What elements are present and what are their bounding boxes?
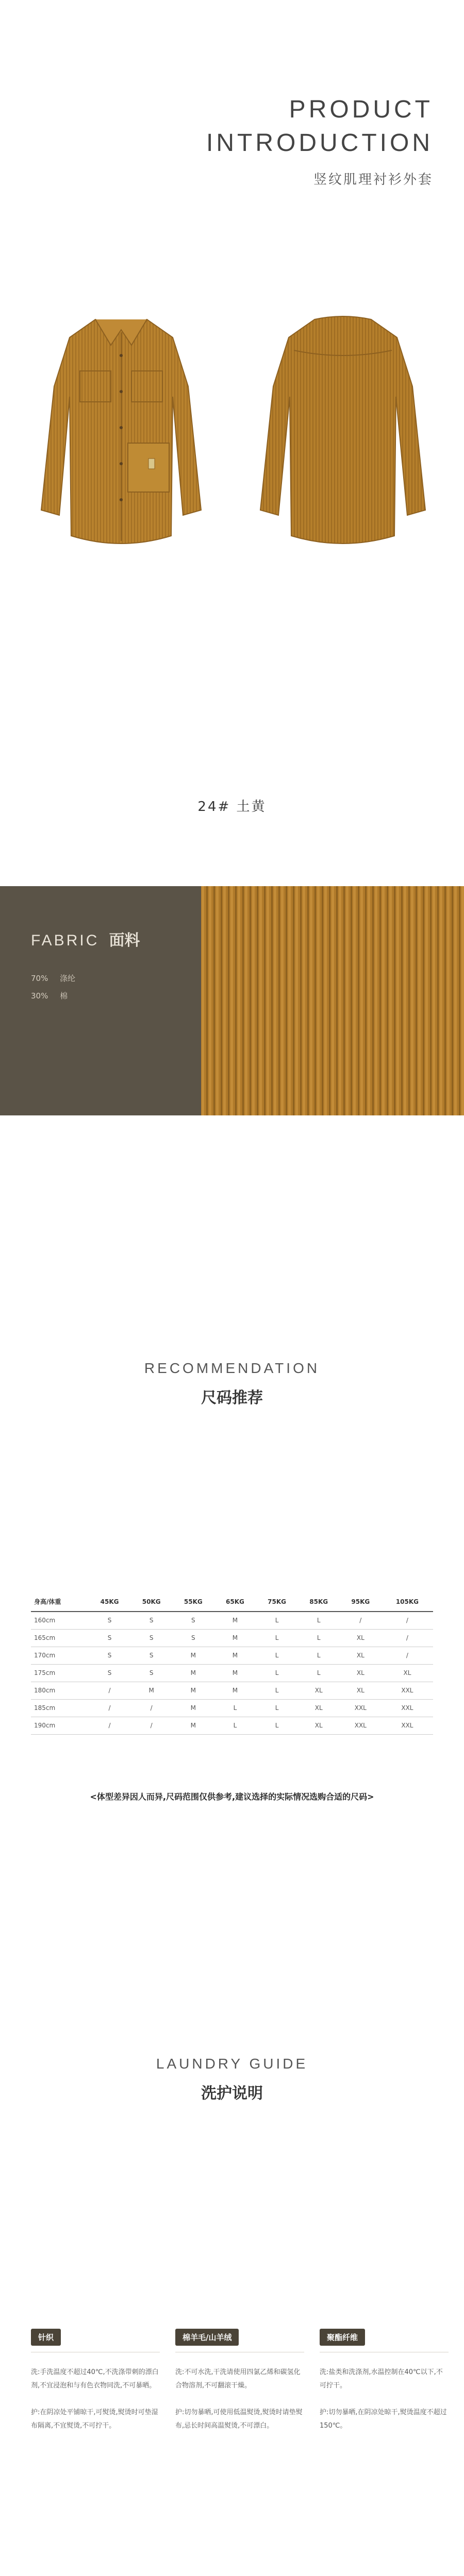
size-table-column-header: 105KG	[382, 1592, 433, 1612]
header	[0, 0, 464, 268]
recommendation-title-cn: 尺码推荐	[201, 1389, 263, 1407]
size-table-cell: L	[256, 1629, 298, 1647]
size-table-cell: 190cm	[31, 1717, 89, 1734]
size-table-cell: 170cm	[31, 1647, 89, 1664]
laundry-title-en: LAUNDRY GUIDE	[156, 2056, 308, 2072]
laundry-card	[175, 2329, 304, 2446]
size-note: <体型差异因人而异,尺码范围仅供参考,建议选择的实际情况选购合适的尺码>	[90, 1792, 374, 1802]
size-table-cell: /	[89, 1682, 130, 1699]
size-table-cell: M	[214, 1629, 256, 1647]
size-table-cell: XL	[298, 1699, 340, 1717]
size-table-cell: /	[382, 1629, 433, 1647]
laundry-card-text: 洗:不可水洗,干洗请使用四氯乙烯和碳氢化合物溶剂,不可翻滚干燥。	[175, 2368, 301, 2389]
size-table-cell: 175cm	[31, 1664, 89, 1682]
size-table-cell: 165cm	[31, 1629, 89, 1647]
size-table-cell: XXL	[382, 1682, 433, 1699]
size-table-cell: L	[298, 1612, 340, 1629]
size-table-cell: /	[382, 1647, 433, 1664]
title-line-1: PRODUCT	[289, 96, 433, 123]
size-table-cell: M	[172, 1647, 214, 1664]
color-label: 24# 土黄	[197, 799, 267, 815]
size-table-cell: 160cm	[31, 1612, 89, 1629]
size-table-cell: L	[298, 1629, 340, 1647]
fabric-section	[0, 886, 464, 1115]
laundry-card-text: 护:在阴凉处平铺晾干,可熨烫,熨烫时可垫湿布隔离,不宜熨烫,不可拧干。	[31, 2409, 158, 2430]
size-table-cell: S	[89, 1629, 130, 1647]
size-table-row	[31, 1664, 433, 1682]
size-table-row	[31, 1629, 433, 1647]
laundry-title-cn: 洗护说明	[201, 2084, 263, 2103]
shirt-back-image	[258, 309, 428, 551]
size-table-column-header: 95KG	[340, 1592, 382, 1612]
fabric-swatch-image	[201, 886, 464, 1115]
size-table-row	[31, 1717, 433, 1734]
size-table-cell: L	[256, 1647, 298, 1664]
size-table-cell: S	[130, 1647, 172, 1664]
size-table-cell: /	[130, 1717, 172, 1734]
laundry-card-tag: 针织	[31, 2329, 61, 2346]
size-table-cell: L	[214, 1699, 256, 1717]
size-table-cell: /	[89, 1717, 130, 1734]
size-table-cell: M	[130, 1682, 172, 1699]
size-table-cell: 180cm	[31, 1682, 89, 1699]
composition-item	[31, 970, 140, 987]
size-table-cell: XL	[298, 1717, 340, 1734]
size-table-row	[31, 1612, 433, 1629]
size-table-column-header: 65KG	[214, 1592, 256, 1612]
laundry-card-body	[320, 2366, 449, 2433]
size-table-cell: M	[172, 1717, 214, 1734]
laundry-card-text: 洗:盐类和洗涤剂,水温控制在40℃以下,不可拧干。	[320, 2368, 443, 2389]
size-table-cell: S	[89, 1612, 130, 1629]
laundry-card-tag: 棉羊毛/山羊绒	[175, 2329, 239, 2346]
size-table-cell: S	[130, 1664, 172, 1682]
size-table-cell: XXL	[340, 1717, 382, 1734]
laundry-card-text: 洗:手洗温度不超过40℃,不洗涤带刺的漂白剂,不宜浸泡和与有色衣物同洗,不可暴晒。	[31, 2368, 159, 2389]
product-subtitle: 竖纹肌理衬衫外套	[313, 172, 433, 188]
size-table-cell: M	[214, 1612, 256, 1629]
size-table-cell: XL	[340, 1629, 382, 1647]
size-table-column-header: 45KG	[89, 1592, 130, 1612]
composition-material: 涤纶	[60, 974, 76, 983]
size-table-cell: L	[256, 1682, 298, 1699]
size-table-cell: XXL	[382, 1717, 433, 1734]
size-table-column-header: 50KG	[130, 1592, 172, 1612]
size-table	[31, 1592, 433, 1735]
composition-percent: 70%	[31, 974, 48, 983]
size-table-header	[31, 1592, 433, 1612]
size-table-column-header: 85KG	[298, 1592, 340, 1612]
size-table-cell: XL	[340, 1647, 382, 1664]
laundry-card-tag: 聚酯纤维	[320, 2329, 365, 2346]
recommendation-header	[0, 1360, 464, 1422]
shirt-front-image	[36, 309, 206, 551]
size-table-cell: S	[89, 1664, 130, 1682]
size-table-cell: /	[130, 1699, 172, 1717]
size-table-cell: 185cm	[31, 1699, 89, 1717]
size-table-cell: L	[256, 1699, 298, 1717]
size-table-cell: S	[89, 1647, 130, 1664]
size-table-cell: L	[298, 1664, 340, 1682]
size-table-cell: /	[382, 1612, 433, 1629]
laundry-card-text: 护:切勿暴晒,可使用低温熨烫,熨烫时请垫熨布,忌长时间高温熨烫,不可漂白。	[175, 2409, 303, 2430]
laundry-card-body	[175, 2366, 304, 2433]
laundry-card	[31, 2329, 160, 2446]
size-table-row	[31, 1682, 433, 1699]
size-table-row	[31, 1699, 433, 1717]
size-table-cell: XXL	[340, 1699, 382, 1717]
size-table-cell: XL	[340, 1682, 382, 1699]
laundry-card-text: 护:切勿暴晒,在阴凉处晾干,熨烫温度不超过150℃。	[320, 2409, 447, 2430]
fabric-composition	[31, 970, 140, 1005]
size-table-cell: M	[172, 1682, 214, 1699]
size-table-cell: L	[214, 1717, 256, 1734]
size-table-cell: XXL	[382, 1699, 433, 1717]
size-table-cell: XL	[382, 1664, 433, 1682]
fabric-info	[31, 927, 140, 1005]
size-table-cell: M	[214, 1682, 256, 1699]
title-line-2: INTRODUCTION	[206, 129, 433, 157]
size-table-column-header: 75KG	[256, 1592, 298, 1612]
size-table-cell: S	[130, 1629, 172, 1647]
size-table-row	[31, 1647, 433, 1664]
size-table-cell: M	[172, 1699, 214, 1717]
product-shots	[0, 268, 464, 815]
size-table-column-header: 身高/体重	[31, 1592, 89, 1612]
size-table-cell: L	[298, 1647, 340, 1664]
composition-percent: 30%	[31, 991, 48, 1001]
laundry-card	[320, 2329, 449, 2446]
laundry-card-body	[31, 2366, 160, 2433]
fabric-label-cn: 面料	[109, 931, 140, 950]
laundry-header	[0, 2056, 464, 2117]
size-table-cell: /	[89, 1699, 130, 1717]
size-table-cell: XL	[340, 1664, 382, 1682]
size-table-cell: L	[256, 1717, 298, 1734]
size-table-cell: S	[172, 1629, 214, 1647]
size-table-body	[31, 1612, 433, 1734]
size-table-cell: L	[256, 1664, 298, 1682]
size-table-cell: M	[172, 1664, 214, 1682]
size-table-cell: S	[172, 1612, 214, 1629]
fabric-label-en: FABRIC	[31, 932, 100, 949]
size-table-cell: S	[130, 1612, 172, 1629]
size-table-cell: M	[214, 1664, 256, 1682]
size-table-column-header: 55KG	[172, 1592, 214, 1612]
size-table-cell: XL	[298, 1682, 340, 1699]
composition-item	[31, 987, 140, 1005]
size-table-cell: L	[256, 1612, 298, 1629]
size-table-cell: M	[214, 1647, 256, 1664]
composition-material: 棉	[60, 991, 68, 1001]
size-table-cell: /	[340, 1612, 382, 1629]
recommendation-title-en: RECOMMENDATION	[144, 1360, 320, 1376]
